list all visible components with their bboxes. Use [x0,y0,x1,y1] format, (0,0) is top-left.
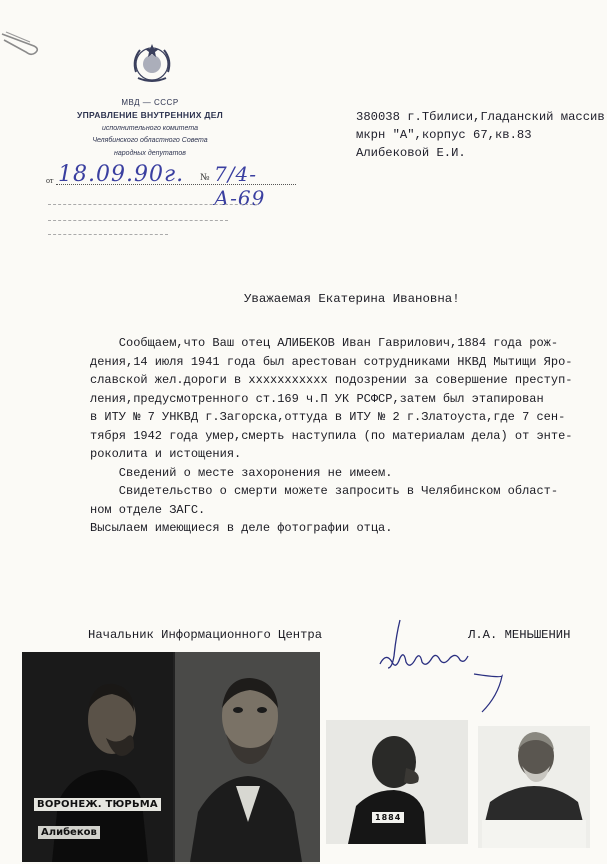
salutation: Уважаемая Екатерина Ивановна! [244,292,460,306]
address-line-2: мкрн "А",корпус 67,кв.83 [356,128,532,142]
paperclip-icon [0,30,40,56]
number-sign: № [200,172,210,183]
letterhead-line-3: народных депутатов [114,150,186,157]
mugshot-photo-pair [22,652,320,862]
body-line: Сообщаем,что Ваш отец АЛИБЕКОВ Иван Гаврилович,1884 года рож- [90,336,559,350]
blank-rule-3 [48,234,168,235]
letterhead-line-2: Челябинского областного Совета [92,137,208,144]
signatory-name: Л.А. МЕНЬШЕНИН [468,628,571,642]
body-line: Свидетельство о смерти можете запросить в Челябинском област- [90,484,559,498]
letterhead-line-1: исполнительного комитета [102,125,198,132]
body-line: в ИТУ № 7 УНКВД г.Загорска,оттуда в ИТУ № 2 г.Златоуста,где 7 сен- [90,410,566,424]
body-line: Высылаем имеющиеся в деле фотографии отца. [90,521,393,535]
address-line-3: Алибековой Е.И. [356,146,466,160]
body-line: дения,14 июля 1941 года был арестован сотрудниками НКВД Мытищи Яро- [90,354,573,369]
recipient-address [356,108,605,162]
handwritten-reference: 7/4-А-69 [214,162,266,210]
body-line: славской жел.дороги в ххххххххххх подозрении за совершение преступ- [90,373,573,387]
address-line-1: 380038 г.Тбилиси,Гладанский массив [356,110,605,124]
blank-rule-1 [48,204,258,205]
letterhead-department: УПРАВЛЕНИЕ ВНУТРЕННИХ ДЕЛ [77,110,223,120]
surname-plate: Алибеков [38,826,100,839]
date-reference-line [46,162,296,210]
blank-rule-2 [48,220,228,221]
prison-name-plate: ВОРОНЕЖ. ТЮРЬМА [34,798,161,811]
number-plate: 1884 [372,812,404,823]
profile-photo-small [326,720,468,844]
frontal-image-icon [478,726,590,848]
body-line: тября 1942 года умер,смерть наступила (по материалам дела) от энте- [90,428,573,443]
profile-image-icon [326,720,468,844]
body-line: ления,предусмотренного ст.169 ч.П УК РСФСР,затем был этапирован [90,391,544,406]
date-underline [56,184,296,185]
ussr-emblem-icon [128,42,176,86]
body-line: роколита и истощения. [90,447,242,461]
date-prefix: от [46,176,54,185]
letter-body [90,334,590,538]
handwritten-date: 18.09.90г. [58,162,185,187]
signatory-title: Начальник Информационного Центра [88,628,323,642]
frontal-photo-small [478,726,590,848]
letterhead-ministry: МВД — СССР [121,98,179,107]
body-line: ном отделе ЗАГС. [90,502,206,517]
body-line: Сведений о месте захоронения не имеем. [90,465,393,480]
handwritten-signature-icon [370,612,520,722]
